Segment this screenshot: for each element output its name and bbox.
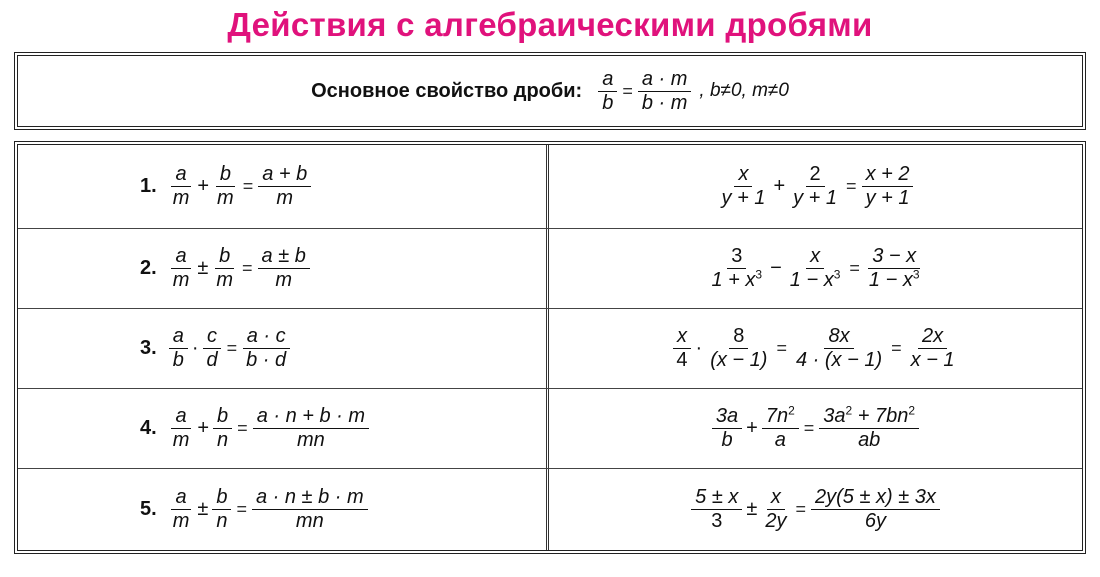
table-row (18, 469, 1082, 550)
rule-cell (18, 469, 549, 550)
rule-number: 2. (140, 257, 157, 279)
example-cell (549, 309, 1082, 388)
fraction: $\frac{8x}{4 \cdot (x - 1)}$ (795, 325, 883, 371)
fraction: $\frac{a \pm b}{m}$ (258, 245, 310, 292)
rule-cell (18, 389, 549, 468)
example-formula: $\frac{3a}{b}$ + $\frac{7n^2}{a}$ = $\frac{3a^2 + 7bn^2}{ab}$ (710, 405, 921, 452)
fraction: $\frac{2y(5 \pm x) \pm 3x}{6y}$ (811, 486, 940, 533)
fraction: $\frac{a}{m}$ (172, 163, 190, 209)
fraction: $\frac{7n^2}{a}$ (762, 405, 799, 452)
fraction: $\frac{a}{m}$ (172, 245, 190, 291)
fraction: $\frac{x}{2y}$ (765, 486, 787, 532)
rule-number: 1. (140, 175, 157, 197)
rule-cell (18, 309, 549, 388)
fraction: $\frac{a + b}{m}$ (258, 163, 311, 210)
fraction: $\frac{b}{m}$ (217, 163, 234, 209)
fraction: $\frac{x}{4}$ (672, 325, 691, 372)
fraction: $\frac{a}{b}$ (169, 325, 188, 372)
basic-property-box (14, 52, 1086, 130)
fraction: $\frac{a}{m}$ (172, 405, 190, 451)
rule-number: 4. (140, 417, 157, 439)
example-formula: $\frac{x}{4}$ · $\frac{8}{(x - 1)}$ = $\frac{8x}{4 \cdot (x - 1)}$ = $\frac{2x}{x - 1}$ (670, 325, 960, 372)
basic-property-formula: $\frac{a}{b}$ = $\frac{a \cdot m}{b \cdot m}$ , b≠0, m≠0 (596, 68, 789, 115)
example-cell (549, 145, 1082, 228)
fraction: $\frac{b}{n}$ (212, 486, 231, 533)
rule-cell (18, 145, 549, 228)
fraction: $\frac{8}{(x - 1)}$ (710, 325, 768, 371)
fraction: $\frac{5 \pm x}{3}$ (691, 486, 742, 533)
fraction: $\frac{x}{y + 1}$ (721, 163, 766, 209)
example-cell (549, 389, 1082, 468)
fraction: $\frac{x + 2}{y + 1}$ (862, 163, 914, 210)
table-row (18, 309, 1082, 389)
fraction: $\frac{3a^2 + 7bn^2}{ab}$ (819, 405, 919, 452)
example-formula: $\frac{5 \pm x}{3}$ ± $\frac{x}{2y}$ = $\frac{2y(5 \pm x) \pm 3x}{6y}$ (689, 486, 942, 533)
operations-table (14, 141, 1086, 554)
fraction: $\frac{x}{1 - x^3}$ (789, 245, 841, 291)
rule-cell (18, 229, 549, 308)
rule-formula: $\frac{a}{m}$ + $\frac{b}{m}$ = $\frac{a + b}{m}$ (167, 163, 314, 210)
table-row (18, 145, 1082, 229)
fraction: $\frac{a \cdot c}{b \cdot d}$ (242, 325, 290, 372)
rule-formula: $\frac{a}{m}$ ± $\frac{b}{m}$ = $\frac{a \pm b}{m}$ (167, 245, 312, 292)
rule-formula: $\frac{a}{b}$ · $\frac{c}{d}$ = $\frac{a \cdot c}{b \cdot d}$ (167, 325, 292, 372)
example-formula: $\frac{3}{1 + x^3}$ − $\frac{x}{1 - x^3}$ = $\frac{3 - x}{1 - x^3}$ (705, 245, 925, 292)
fraction: $\frac{b}{m}$ (216, 245, 234, 291)
fraction: $\frac{2x}{x - 1}$ (910, 325, 955, 371)
table-row (18, 229, 1082, 309)
fraction: $\frac{2}{y + 1}$ (793, 163, 838, 209)
example-cell (549, 229, 1082, 308)
fraction: $\frac{3}{1 + x^3}$ (711, 245, 763, 291)
fraction: $\frac{a \cdot n \pm b \cdot m}{mn}$ (252, 486, 368, 533)
fraction: $\frac{a \cdot n + b \cdot m}{mn}$ (253, 405, 369, 452)
page-title: Действия с алгебраическими дробями (227, 6, 873, 43)
fraction: $\frac{a}{m}$ (172, 486, 190, 532)
fraction: $\frac{b}{n}$ (213, 405, 232, 452)
fraction: $\frac{c}{d}$ (202, 325, 221, 372)
fraction: $\frac{3 - x}{1 - x^3}$ (868, 245, 920, 291)
example-formula: $\frac{x}{y + 1}$ + $\frac{2}{y + 1}$ = $\frac{x + 2}{y + 1}$ (716, 163, 916, 210)
rule-number: 3. (140, 337, 157, 359)
rule-formula: $\frac{a}{m}$ ± $\frac{b}{n}$ = $\frac{a \cdot n \pm b \cdot m}{mn}$ (167, 486, 370, 533)
basic-property-label: Основное свойство дроби: (311, 79, 583, 102)
fraction: $\frac{a \cdot m}{b \cdot m}$ (638, 68, 692, 115)
rule-formula: $\frac{a}{m}$ + $\frac{b}{n}$ = $\frac{a \cdot n + b \cdot m}{mn}$ (167, 405, 371, 452)
rule-number: 5. (140, 498, 157, 520)
fraction: $\frac{a}{b}$ (598, 68, 617, 115)
example-cell (549, 469, 1082, 550)
property-condition: , b≠0, m≠0 (699, 80, 789, 101)
fraction: $\frac{3a}{b}$ (712, 405, 742, 452)
table-row (18, 389, 1082, 469)
